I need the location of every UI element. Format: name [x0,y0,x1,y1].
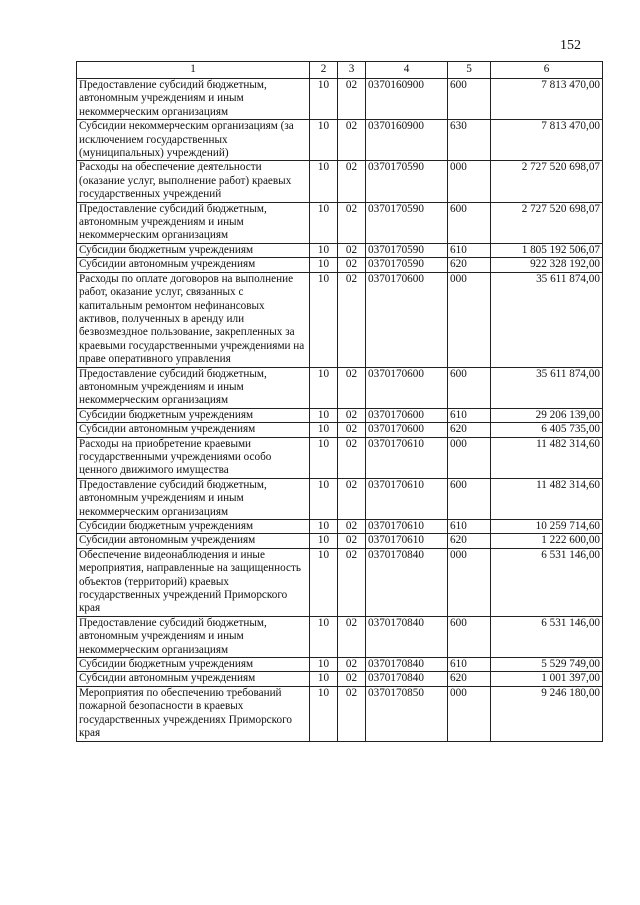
row-section-code: 10 [310,548,338,616]
row-target-article-code: 0370170840 [366,672,448,686]
row-expense-type-code: 620 [448,534,491,548]
row-name: Предоставление субсидий бюджетным, автономным учреждениям и иным некоммерческим организациям [77,79,310,120]
budget-table [76,61,603,742]
row-section-code: 10 [310,520,338,534]
row-amount: 35 611 874,00 [491,367,603,408]
row-name: Расходы по оплате договоров на выполнение работ, оказание услуг, связанных с капитальным ремонтом нефинансовых активов, полученных в аренду или безвозмездное пользование, закрепленных за краевыми государственными учреждениями на праве оперативного управления [77,272,310,367]
table-row [77,437,603,478]
table-row [77,534,603,548]
row-subsection-code: 02 [338,478,366,519]
row-name: Расходы на приобретение краевыми государственными учреждениями особо ценного движимого имущества [77,437,310,478]
row-section-code: 10 [310,686,338,741]
row-subsection-code: 02 [338,616,366,657]
row-amount: 2 727 520 698,07 [491,202,603,243]
row-expense-type-code: 610 [448,520,491,534]
row-target-article-code: 0370170610 [366,478,448,519]
row-target-article-code: 0370170840 [366,658,448,672]
row-expense-type-code: 000 [448,686,491,741]
row-target-article-code: 0370170590 [366,258,448,272]
row-section-code: 10 [310,79,338,120]
row-name: Субсидии автономным учреждениям [77,534,310,548]
table-row [77,367,603,408]
column-header-subsection: 3 [338,62,366,79]
row-name: Субсидии бюджетным учреждениям [77,243,310,257]
row-expense-type-code: 610 [448,243,491,257]
table-row [77,202,603,243]
row-name: Субсидии автономным учреждениям [77,672,310,686]
table-row [77,520,603,534]
column-header-name: 1 [77,62,310,79]
row-name: Субсидии некоммерческим организациям (за исключением государственных (муниципальных) учреждений) [77,120,310,161]
row-section-code: 10 [310,437,338,478]
row-target-article-code: 0370170600 [366,272,448,367]
row-name: Субсидии бюджетным учреждениям [77,520,310,534]
row-expense-type-code: 600 [448,367,491,408]
row-name: Субсидии автономным учреждениям [77,258,310,272]
row-name: Субсидии автономным учреждениям [77,423,310,437]
row-section-code: 10 [310,202,338,243]
row-amount: 1 805 192 506,07 [491,243,603,257]
row-subsection-code: 02 [338,437,366,478]
table-header-row [77,62,603,79]
row-amount: 11 482 314,60 [491,437,603,478]
row-target-article-code: 0370170840 [366,616,448,657]
row-subsection-code: 02 [338,258,366,272]
row-amount: 11 482 314,60 [491,478,603,519]
row-target-article-code: 0370160900 [366,79,448,120]
row-target-article-code: 0370170850 [366,686,448,741]
table-row [77,272,603,367]
row-section-code: 10 [310,616,338,657]
row-amount: 7 813 470,00 [491,79,603,120]
row-subsection-code: 02 [338,686,366,741]
row-amount: 2 727 520 698,07 [491,161,603,202]
table-row [77,258,603,272]
row-expense-type-code: 610 [448,408,491,422]
column-header-section: 2 [310,62,338,79]
row-expense-type-code: 600 [448,478,491,519]
row-amount: 7 813 470,00 [491,120,603,161]
row-subsection-code: 02 [338,272,366,367]
page-number: 152 [560,38,581,53]
row-target-article-code: 0370170610 [366,520,448,534]
table-row [77,658,603,672]
row-subsection-code: 02 [338,658,366,672]
table-body [77,79,603,742]
row-section-code: 10 [310,161,338,202]
row-amount: 922 328 192,00 [491,258,603,272]
row-target-article-code: 0370170840 [366,548,448,616]
row-target-article-code: 0370170600 [366,367,448,408]
row-expense-type-code: 600 [448,79,491,120]
row-section-code: 10 [310,367,338,408]
row-section-code: 10 [310,408,338,422]
table-row [77,161,603,202]
row-section-code: 10 [310,423,338,437]
table-row [77,408,603,422]
column-header-expense-type: 5 [448,62,491,79]
table-row [77,423,603,437]
table-row [77,672,603,686]
row-subsection-code: 02 [338,520,366,534]
row-expense-type-code: 620 [448,258,491,272]
row-expense-type-code: 630 [448,120,491,161]
row-name: Предоставление субсидий бюджетным, автономным учреждениям и иным некоммерческим организациям [77,616,310,657]
row-subsection-code: 02 [338,79,366,120]
row-expense-type-code: 000 [448,161,491,202]
table-row [77,243,603,257]
row-subsection-code: 02 [338,161,366,202]
row-amount: 29 206 139,00 [491,408,603,422]
table-row [77,478,603,519]
row-subsection-code: 02 [338,202,366,243]
table-row [77,548,603,616]
row-name: Предоставление субсидий бюджетным, автономным учреждениям и иным некоммерческим организациям [77,478,310,519]
row-name: Субсидии бюджетным учреждениям [77,408,310,422]
row-target-article-code: 0370170600 [366,408,448,422]
row-amount: 1 001 397,00 [491,672,603,686]
row-amount: 9 246 180,00 [491,686,603,741]
row-subsection-code: 02 [338,243,366,257]
row-subsection-code: 02 [338,534,366,548]
row-name: Субсидии бюджетным учреждениям [77,658,310,672]
row-target-article-code: 0370170600 [366,423,448,437]
row-expense-type-code: 600 [448,202,491,243]
row-section-code: 10 [310,658,338,672]
row-amount: 1 222 600,00 [491,534,603,548]
row-subsection-code: 02 [338,408,366,422]
row-expense-type-code: 600 [448,616,491,657]
table-row [77,120,603,161]
row-amount: 10 259 714,60 [491,520,603,534]
row-target-article-code: 0370170590 [366,202,448,243]
row-amount: 6 405 735,00 [491,423,603,437]
row-name: Предоставление субсидий бюджетным, автономным учреждениям и иным некоммерческим организациям [77,202,310,243]
column-header-amount: 6 [491,62,603,79]
row-section-code: 10 [310,243,338,257]
row-expense-type-code: 620 [448,423,491,437]
row-section-code: 10 [310,478,338,519]
row-name: Мероприятия по обеспечению требований пожарной безопасности в краевых государственных учреждениях Приморского края [77,686,310,741]
row-name: Расходы на обеспечение деятельности (оказание услуг, выполнение работ) краевых государственных учреждений [77,161,310,202]
row-target-article-code: 0370170610 [366,534,448,548]
row-subsection-code: 02 [338,423,366,437]
row-expense-type-code: 000 [448,272,491,367]
row-amount: 6 531 146,00 [491,616,603,657]
table-row [77,616,603,657]
row-expense-type-code: 000 [448,437,491,478]
row-section-code: 10 [310,672,338,686]
row-expense-type-code: 610 [448,658,491,672]
table-row [77,686,603,741]
column-header-target-article: 4 [366,62,448,79]
row-section-code: 10 [310,534,338,548]
row-amount: 6 531 146,00 [491,548,603,616]
row-amount: 5 529 749,00 [491,658,603,672]
row-target-article-code: 0370170610 [366,437,448,478]
row-subsection-code: 02 [338,672,366,686]
row-subsection-code: 02 [338,367,366,408]
row-target-article-code: 0370170590 [366,243,448,257]
row-name: Обеспечение видеонаблюдения и иные мероприятия, направленные на защищенность объектов (территорий) краевых государственных учреждений Приморского края [77,548,310,616]
table-row [77,79,603,120]
row-section-code: 10 [310,258,338,272]
row-subsection-code: 02 [338,120,366,161]
row-section-code: 10 [310,120,338,161]
row-expense-type-code: 620 [448,672,491,686]
row-target-article-code: 0370160900 [366,120,448,161]
row-amount: 35 611 874,00 [491,272,603,367]
row-section-code: 10 [310,272,338,367]
row-name: Предоставление субсидий бюджетным, автономным учреждениям и иным некоммерческим организациям [77,367,310,408]
row-target-article-code: 0370170590 [366,161,448,202]
row-expense-type-code: 000 [448,548,491,616]
row-subsection-code: 02 [338,548,366,616]
